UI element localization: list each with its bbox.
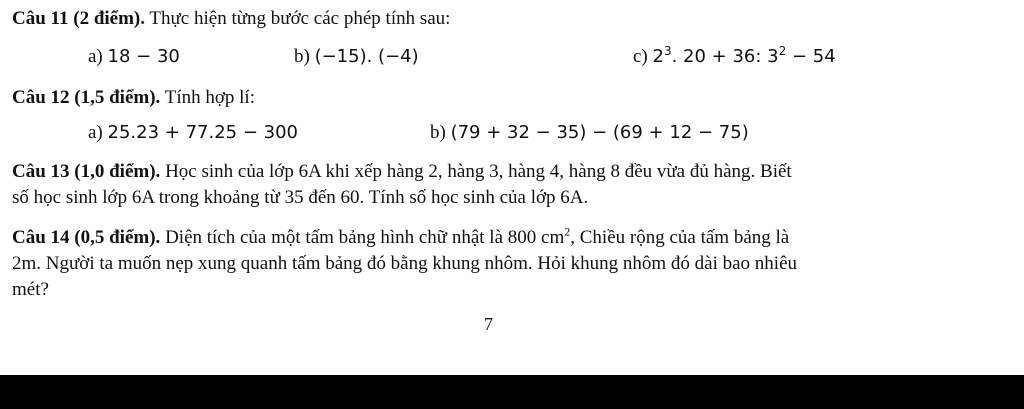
math-expression: 25.23 + 77.25 − 300 — [107, 122, 298, 143]
part-label: c) — [633, 46, 653, 67]
question-13-text: Học sinh của lớp 6A khi xếp hàng 2, hàng 3, hàng 4, hàng 8 đều vừa đủ hàng. Biết — [160, 161, 792, 182]
question-14-line-2: 2m. Người ta muốn nẹp xung quanh tấm bảng đó bằng khung nhôm. Hỏi khung nhôm đó dài bao nhiêu — [12, 253, 798, 274]
question-11-part-c — [633, 45, 836, 69]
question-14-label: Câu 14 (0,5 điểm). — [12, 227, 161, 248]
area-value: 800 cm — [507, 227, 565, 248]
page-number: 7 — [484, 314, 493, 334]
math-expression: (−15). (−4) — [314, 46, 419, 67]
question-14-line-3: mét? — [12, 279, 49, 300]
question-11-label: Câu 11 (2 điểm). — [12, 8, 145, 29]
question-11-text: Thực hiện từng bước các phép tính sau: — [145, 8, 451, 29]
part-label: b) — [430, 122, 451, 143]
part-label: a) — [88, 46, 108, 67]
question-14-text-cont: , Chiều rộng của tấm bảng là — [570, 227, 790, 248]
math-exponent: 3 — [663, 44, 672, 58]
math-exponent: 2 — [778, 44, 787, 58]
question-13-line-2: số học sinh lớp 6A trong khoảng từ 35 đến 60. Tính số học sinh của lớp 6A. — [12, 187, 589, 208]
question-14-line-1 — [12, 226, 789, 250]
part-label: a) — [88, 122, 108, 143]
math-middle: . 20 + 36: 3 — [671, 46, 779, 67]
math-expression — [653, 46, 836, 67]
part-label: b) — [294, 46, 315, 67]
question-12-part-b — [430, 121, 749, 145]
question-12-part-a — [88, 121, 298, 145]
bottom-black-bar — [0, 375, 1024, 409]
question-13-line-1 — [12, 160, 792, 184]
math-expression: 18 − 30 — [107, 46, 180, 67]
question-12-text: Tính hợp lí: — [160, 87, 255, 108]
question-11-part-b — [294, 45, 419, 69]
question-11-heading — [12, 7, 450, 31]
area-exponent: 2 — [564, 224, 571, 239]
question-14-text: Diện tích của một tấm bảng hình chữ nhật là — [160, 227, 508, 248]
math-base: 2 — [652, 46, 664, 67]
question-12-label: Câu 12 (1,5 điểm). — [12, 87, 161, 108]
question-12-heading — [12, 86, 255, 110]
math-expression: (79 + 32 − 35) − (69 + 12 − 75) — [450, 122, 749, 143]
math-tail: − 54 — [786, 46, 836, 67]
question-13-label: Câu 13 (1,0 điểm). — [12, 161, 161, 182]
question-11-part-a — [88, 45, 180, 69]
